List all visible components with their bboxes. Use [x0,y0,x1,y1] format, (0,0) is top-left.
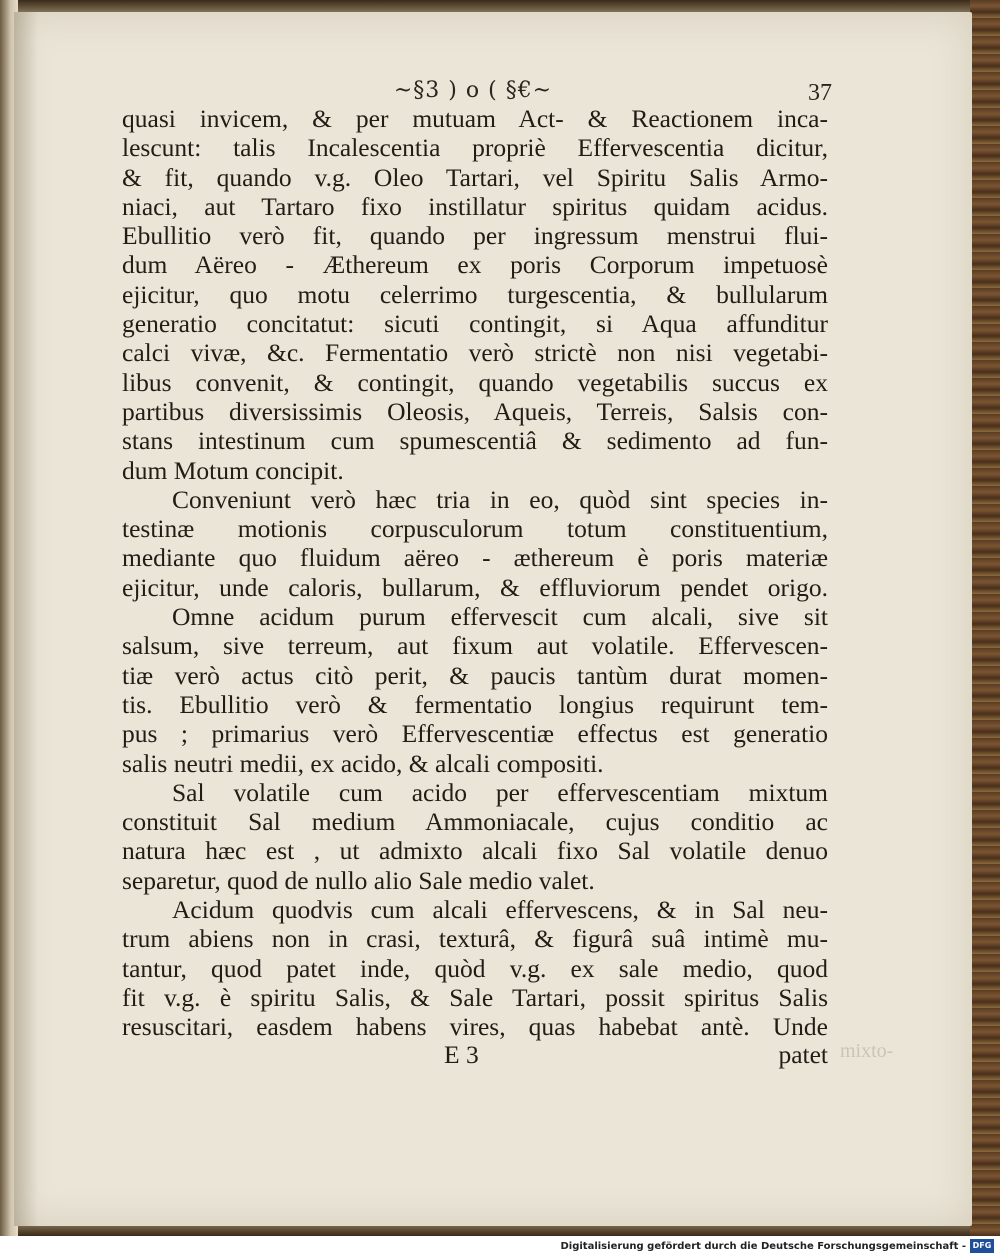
text-line: ejicitur, quo motu celerrimo turgescentia, & bullularum [122,279,828,309]
text-line: dum Aëreo - Æthereum ex poris Corporum impetuosè [122,250,828,280]
text-line: tantur, quod patet inde, quòd v.g. ex sale medio, quod [122,953,828,983]
text-line: testinæ motionis corpusculorum totum constituentium, [122,514,828,544]
book-cover-edge [970,0,1000,1236]
text-line: lescunt: talis Incalescentia propriè Effervescentia dicitur, [122,133,828,163]
text-line: Conveniunt verò hæc tria in eo, quòd sint species in- [172,484,828,514]
header-ornament: ~§3 ) o ( §€~ [393,78,553,103]
text-line: Omne acidum purum effervescit cum alcali, sive sit [172,602,828,632]
text-line: calci vivæ, &c. Fermentatio verò strictè non nisi vegetabi- [122,338,828,368]
page-number: 37 [808,80,832,106]
text-line: fit v.g. è spiritu Salis, & Sale Tartari, possit spiritus Salis [122,982,828,1012]
text-line: tis. Ebullitio verò & fermentatio longius requirunt tem- [122,689,828,719]
text-line: pus ; primarius verò Effervescentiæ effectus est generatio [122,719,828,749]
text-line: Sal volatile cum acido per effervescentiam mixtum [172,777,828,807]
text-line: quasi invicem, & per mutuam Act- & Reactionem inca- [122,104,828,133]
text-line: constituit Sal medium Ammoniacale, cujus conditio ac [122,807,828,837]
page-fold-shadow [14,12,38,1226]
text-line: salsum, sive terreum, aut fixum aut volatile. Effervescen- [122,631,828,661]
text-line: trum abiens non in crasi, texturâ, & figurâ suâ intimè mu- [122,924,828,954]
text-line: stans intestinum cum spumescentiâ & sedimento ad fun- [122,426,828,456]
text-line: separetur, quod de nullo alio Sale medio valet. [122,865,595,895]
text-line: tiæ verò actus citò perit, & paucis tantùm durat momen- [122,660,828,690]
text-line: resuscitari, easdem habens vires, quas habebat antè. Unde [122,1012,828,1042]
text-line: dum Motum concipit. [122,455,344,485]
text-line: natura hæc est , ut admixto alcali fixo Sal volatile denuo [122,836,828,866]
text-line: Ebullitio verò fit, quando per ingressum menstrui flui- [122,221,828,251]
text-line: mediante quo fluidum aëreo - æthereum è poris materiæ [122,543,828,573]
text-line: salis neutri medii, ex acido, & alcali compositi. [122,748,604,778]
text-line: & fit, quando v.g. Oleo Tartari, vel Spiritu Salis Armo- [122,162,828,192]
dfg-logo-icon: DFG [970,1239,994,1253]
text-line: generatio concitatut: sicuti contingit, si Aqua affunditur [122,309,828,339]
show-through-text: mixto- [840,1040,894,1062]
body-text [122,104,828,1042]
digitization-credit: Digitalisierung gefördert durch die Deutsche Forschungsgemeinschaft - [560,1241,966,1252]
text-line: libus convenit, & contingit, quando vegetabilis succus ex [122,367,828,397]
signature-mark: E 3 [444,1040,479,1069]
catchword: patet [778,1040,828,1069]
text-line: niaci, aut Tartaro fixo instillatur spiritus quidam acidus. [122,191,828,221]
text-line: Acidum quodvis cum alcali effervescens, & in Sal neu- [172,895,828,925]
text-line: ejicitur, unde caloris, bullarum, & effluviorum pendet origo. [122,572,828,602]
text-line: partibus diversissimis Oleosis, Aqueis, Terreis, Salsis con- [122,396,828,426]
